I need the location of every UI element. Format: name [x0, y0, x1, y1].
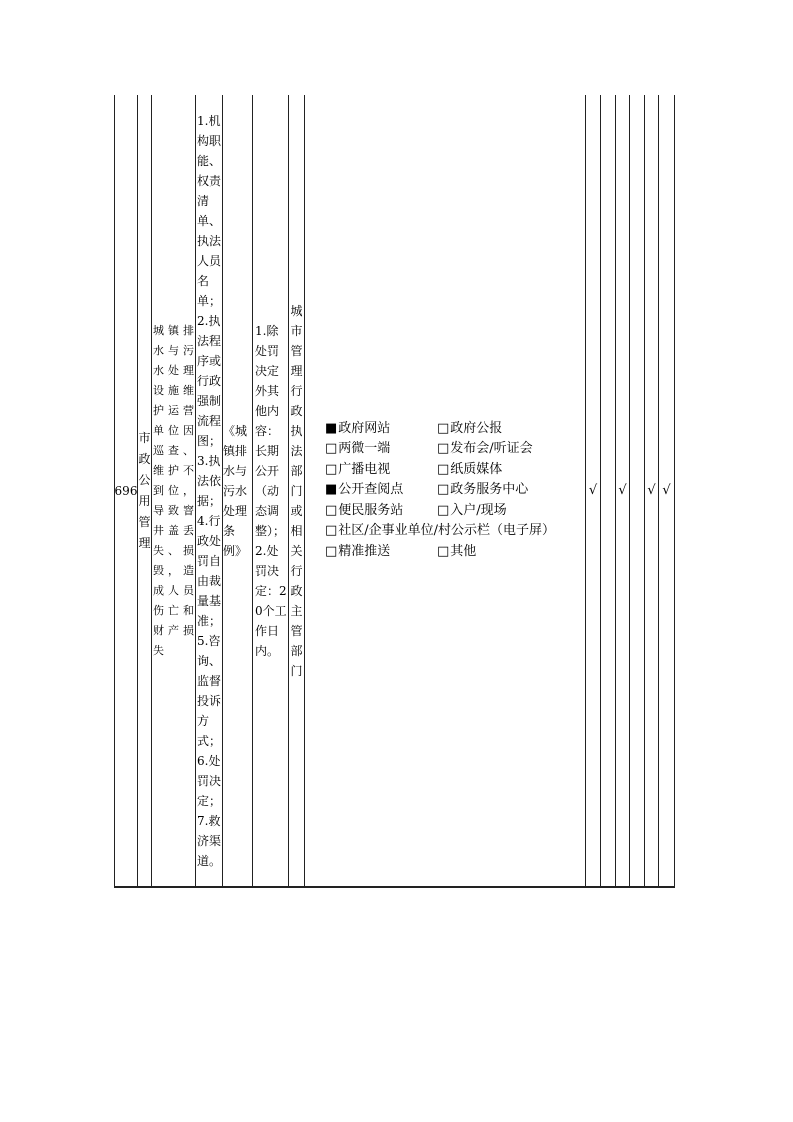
checkbox-unchecked-icon: □: [325, 523, 338, 539]
time-limit-text: 1.除处罚决定外其他内容：长期公开（动态调整）；2.处罚决定：20个工作日内。: [255, 323, 287, 658]
channel-option: [325, 460, 437, 481]
channel-option: [325, 542, 437, 563]
channel-label: 纸质媒体: [450, 461, 503, 477]
channel-option: [437, 480, 528, 501]
channel-row: [325, 439, 555, 460]
channel-option: [325, 501, 437, 522]
category-text: 市政公用管理: [138, 430, 151, 550]
channel-label: 政务服务中心: [450, 482, 529, 498]
channel-label: 社区/企事业单位/村公示栏（电子屏）: [338, 523, 556, 539]
channel-option: [325, 480, 437, 501]
channel-option: [437, 501, 507, 522]
channel-label: 其他: [450, 543, 477, 559]
checkmark: √: [647, 483, 656, 498]
channel-option: [325, 439, 437, 460]
checkmark: √: [588, 483, 598, 498]
checkbox-unchecked-icon: □: [325, 461, 338, 477]
channel-label: 发布会/听证会: [450, 441, 533, 457]
channel-row: [325, 542, 555, 563]
matter-cell: [152, 95, 196, 886]
channel-option: [325, 521, 555, 542]
checkmark: √: [618, 483, 627, 498]
channel-row: [325, 460, 555, 481]
check-cell: [630, 95, 645, 886]
channel-label: 广播电视: [338, 461, 391, 477]
channel-label: 政府网站: [338, 420, 391, 436]
channel-label: 公开查阅点: [338, 482, 404, 498]
department-cell: [289, 95, 305, 886]
serial-number-cell: [115, 95, 138, 886]
checkbox-unchecked-icon: □: [325, 502, 338, 518]
disclosure-table-row-fragment: [114, 95, 675, 888]
legal-basis-cell: [223, 95, 253, 886]
channel-list: [325, 419, 555, 563]
publicity-content-text: 1.机构职能、权责清单、执法人员名单；2.执法程序或行政强制流程图；3.执法依据；4.行政处罚自由裁量基准；5.咨询、监督投诉方式；6.处罚决定；7.救济渠道。: [197, 113, 222, 868]
channel-label: 两微一端: [338, 441, 391, 457]
channel-label: 精准推送: [338, 543, 391, 559]
channel-label: 政府公报: [450, 420, 503, 436]
checkbox-checked-icon: ■: [325, 420, 338, 436]
channel-label: 便民服务站: [338, 502, 404, 518]
checkbox-unchecked-icon: □: [437, 441, 450, 457]
check-cell: [645, 95, 659, 886]
channel-option: [437, 460, 502, 481]
check-cell: [601, 95, 616, 886]
checkbox-checked-icon: ■: [325, 482, 338, 498]
checkmark: √: [662, 483, 671, 498]
checkbox-unchecked-icon: □: [437, 543, 450, 559]
time-limit-cell: [253, 95, 289, 886]
channel-row: [325, 480, 555, 501]
channels-cell: [305, 95, 586, 886]
channel-option: [325, 419, 437, 440]
checkbox-unchecked-icon: □: [325, 543, 338, 559]
checkbox-unchecked-icon: □: [437, 482, 450, 498]
channel-option: [437, 542, 476, 563]
checkbox-unchecked-icon: □: [437, 502, 450, 518]
check-cell: [586, 95, 601, 886]
check-cell: [616, 95, 630, 886]
checkbox-unchecked-icon: □: [325, 441, 338, 457]
publicity-content-cell: [196, 95, 223, 886]
legal-basis-text: 《城镇排水与污水处理条例》: [223, 423, 248, 558]
channel-row: [325, 501, 555, 522]
checkbox-unchecked-icon: □: [437, 420, 450, 436]
checkbox-unchecked-icon: □: [437, 461, 450, 477]
channel-label: 入户/现场: [450, 502, 507, 518]
channel-option: [437, 419, 502, 440]
department-text: 城市管理行政执法部门或相关行政主管部门: [290, 303, 303, 678]
channel-row: [325, 419, 555, 440]
serial-number: 696: [115, 483, 138, 498]
category-cell: [138, 95, 152, 886]
matter-text: 城镇排水与污水处理设施维护运营单位因巡查、维护不到位，导致窨井盖丢失、损毁，造成人员伤亡和财产损失: [153, 323, 194, 657]
check-cell: [659, 95, 675, 886]
channel-option: [437, 439, 533, 460]
channel-row: [325, 521, 555, 542]
